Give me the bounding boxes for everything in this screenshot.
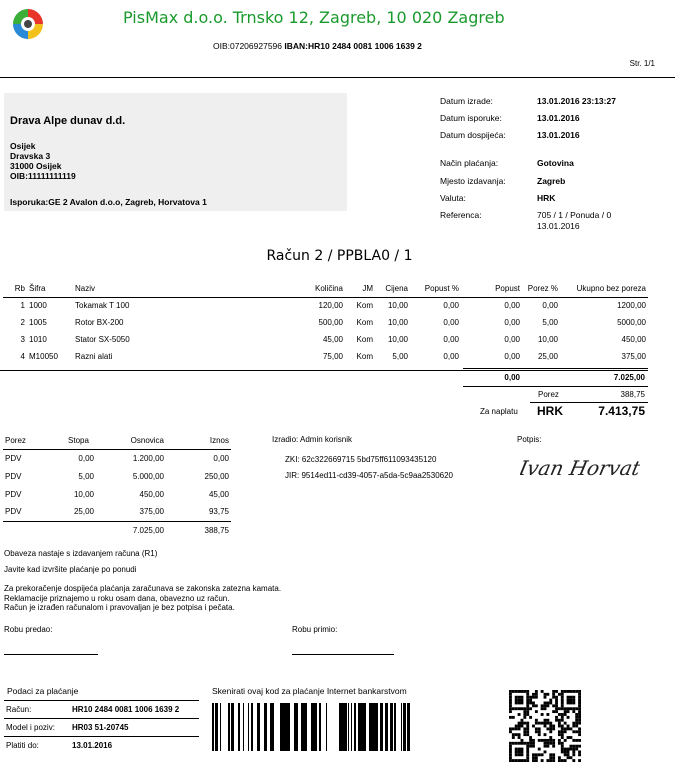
column-header: Porez xyxy=(3,433,61,449)
meta-label: Mjesto izdavanja: xyxy=(440,176,506,186)
cell-tax-pct: 10,00 xyxy=(537,335,558,344)
table-row xyxy=(3,297,648,314)
table-row xyxy=(3,348,648,365)
cell-price: 10,00 xyxy=(387,318,408,327)
meta-value: 13.01.2016 xyxy=(537,113,580,123)
cell-base: 1.200,00 xyxy=(132,453,164,463)
payment-value: HR10 2484 0081 1006 1639 2 xyxy=(70,701,199,719)
meta-label: Referenca: xyxy=(440,210,482,220)
tax-label: Porez xyxy=(538,390,559,399)
table-row xyxy=(3,503,231,521)
qr-code-icon xyxy=(509,690,581,764)
items-divider xyxy=(0,370,648,371)
column-header: Iznos xyxy=(166,433,231,449)
cell-rate: 25,00 xyxy=(73,507,94,517)
meta-label: Datum isporuke: xyxy=(440,113,502,123)
cell-code: M10050 xyxy=(29,352,58,361)
cell-tax-pct: 5,00 xyxy=(542,318,558,327)
cell-tax-pct: 0,00 xyxy=(542,301,558,311)
cell-total: 450,00 xyxy=(621,335,646,344)
page-number: Str. 1/1 xyxy=(629,59,655,68)
meta-value: Zagreb xyxy=(537,176,566,186)
note-payment: Javite kad izvršite plaćanje po ponudi xyxy=(4,565,137,574)
cell-rb: 2 xyxy=(20,318,25,327)
items-header-row xyxy=(3,280,648,297)
cell-unit: Kom xyxy=(356,352,373,361)
cell-discount-pct: 0,00 xyxy=(443,318,459,327)
cell-tax: PDV xyxy=(5,489,22,499)
meta-label: Valuta: xyxy=(440,193,466,203)
cell-amount: 93,75 xyxy=(208,507,229,517)
cell-base: 450,00 xyxy=(139,489,164,499)
items-table xyxy=(3,280,648,365)
tax-value: 388,75 xyxy=(620,390,645,399)
payment-value: HR03 51-20745 xyxy=(70,719,199,737)
cell-code: 1010 xyxy=(29,335,47,344)
cell-discount-pct: 0,00 xyxy=(443,335,459,344)
cell-qty: 75,00 xyxy=(322,352,343,361)
column-header: Rb xyxy=(3,280,27,297)
cell-amount: 0,00 xyxy=(213,453,229,463)
payment-row xyxy=(4,719,199,737)
cell-rb: 4 xyxy=(20,352,25,361)
cell-rb: 3 xyxy=(20,335,25,344)
company-logo-icon xyxy=(10,6,46,42)
cell-empty xyxy=(3,521,61,539)
meta-value: 13.01.2016 xyxy=(537,130,580,140)
column-header: Popust xyxy=(461,280,522,297)
column-header: Cijena xyxy=(375,280,410,297)
cell-rate: 10,00 xyxy=(73,489,94,499)
signature-label: Potpis: xyxy=(517,435,542,444)
issued-by: Izradio: Admin korisnik xyxy=(272,435,353,444)
jir-code: JIR: 9514ed11-cd39-4057-a5da-5c9aa2530620 xyxy=(285,471,453,480)
meta-label: Datum izrade: xyxy=(440,96,493,106)
payment-label: Račun: xyxy=(4,701,70,719)
payment-label: Model i poziv: xyxy=(4,719,70,737)
company-oib-iban: OIB:07206927596 IBAN:HR10 2484 0081 1006 1639 2 xyxy=(213,41,422,51)
cell-code: 1000 xyxy=(29,301,47,311)
cell-unit: Kom xyxy=(356,301,373,311)
column-header: Količina xyxy=(301,280,345,297)
cell-discount-pct: 0,00 xyxy=(443,352,459,361)
meta-value: Gotovina xyxy=(537,158,574,168)
cell-total: 375,00 xyxy=(621,352,646,361)
company-name-address: PisMax d.o.o. Trnsko 12, Zagreb, 10 020 Zagreb xyxy=(123,8,505,27)
signature-image xyxy=(520,447,640,489)
table-row xyxy=(3,485,231,503)
table-row xyxy=(3,331,648,348)
cell-base: 375,00 xyxy=(139,507,164,517)
tax-summary-table xyxy=(3,433,231,539)
cell-discount: 0,00 xyxy=(504,318,520,327)
cell-tax: PDV xyxy=(5,453,22,463)
total-base: 7.025,00 xyxy=(96,521,166,539)
table-row xyxy=(3,467,231,485)
payment-row xyxy=(4,737,199,755)
goods-received-label: Robu primio: xyxy=(292,625,338,634)
column-header: JM xyxy=(345,280,375,297)
column-header: Stopa xyxy=(61,433,96,449)
cell-rb: 1 xyxy=(20,301,25,311)
cell-price: 5,00 xyxy=(392,352,408,361)
sum-total: 7.025,00 xyxy=(613,373,645,382)
cell-qty: 500,00 xyxy=(318,318,343,327)
cell-discount: 0,00 xyxy=(504,335,520,344)
scan-instruction: Skenirati ovaj kod za plaćanje Internet bankarstvom xyxy=(212,686,407,696)
delivery-address: Isporuka:GE 2 Avalon d.o.o, Zagreb, Horvatova 1 xyxy=(10,197,207,207)
table-row xyxy=(3,449,231,467)
cell-price: 10,00 xyxy=(387,335,408,344)
cell-discount: 0,00 xyxy=(504,301,520,311)
payment-row xyxy=(4,701,199,719)
cell-name: Stator SX-5050 xyxy=(75,335,130,344)
totals-line xyxy=(530,402,648,403)
payment-value: 13.01.2016 xyxy=(70,737,199,755)
pay-amount: 7.413,75 xyxy=(598,404,645,418)
cell-base: 5.000,00 xyxy=(132,471,164,481)
meta-label: Način plaćanja: xyxy=(440,158,499,168)
cell-discount-pct: 0,00 xyxy=(443,301,459,311)
payment-title: Podaci za plaćanje xyxy=(7,686,79,696)
cell-empty xyxy=(61,521,96,539)
meta-label: Datum dospijeća: xyxy=(440,130,506,140)
total-tax: 388,75 xyxy=(166,521,231,539)
cell-name: Rotor BX-200 xyxy=(75,318,124,327)
buyer-address: Osijek Dravska 3 31000 Osijek OIB:11111111119 xyxy=(10,141,76,181)
cell-rate: 5,00 xyxy=(78,471,94,481)
goods-received-line xyxy=(292,654,394,655)
column-header: Popust % xyxy=(410,280,461,297)
column-header: Ukupno bez poreza xyxy=(560,280,648,297)
column-header: Naziv xyxy=(73,280,301,297)
table-row xyxy=(3,314,648,331)
cell-rate: 0,00 xyxy=(78,453,94,463)
cell-total: 1200,00 xyxy=(617,301,646,311)
pay-label: Za naplatu xyxy=(480,407,518,416)
zki-code: ZKI: 62c322669715 5bd75ff611093435120 xyxy=(285,455,437,464)
sum-discount: 0,00 xyxy=(504,373,520,382)
goods-handed-line xyxy=(4,654,98,655)
svg-text:Ivan Horvat: Ivan Horvat xyxy=(520,456,640,480)
totals-top-line xyxy=(463,368,648,369)
tax-header-row xyxy=(3,433,231,449)
cell-tax: PDV xyxy=(5,507,22,517)
totals-line xyxy=(463,386,648,387)
pay-currency: HRK xyxy=(537,404,563,418)
meta-value: HRK xyxy=(537,193,556,203)
legal-notes: Za prekoračenje dospijeća plaćanja zaračunava se zakonska zatezna kamata. Reklamacije priznajemo u roku osam dana, obavezno uz račun. Račun je izrađen računalom i pravovaljan je bez potpisa i pečata. xyxy=(4,584,282,612)
meta-value: 705 / 1 / Ponuda / 0 13.01.2016 xyxy=(537,210,612,231)
cell-name: Razni alati xyxy=(75,352,113,361)
meta-value: 13.01.2016 23:13:27 xyxy=(537,96,616,106)
cell-price: 10,00 xyxy=(387,301,408,311)
pdf417-barcode-icon xyxy=(212,703,410,753)
column-header: Šifra xyxy=(27,280,73,297)
cell-tax-pct: 25,00 xyxy=(537,352,558,361)
column-header: Porez % xyxy=(522,280,560,297)
cell-qty: 45,00 xyxy=(322,335,343,344)
fiscal-codes xyxy=(285,452,453,484)
cell-amount: 250,00 xyxy=(204,471,229,481)
cell-unit: Kom xyxy=(356,318,373,327)
payment-label: Platiti do: xyxy=(4,737,70,755)
invoice-title: Račun 2 / PPBLA0 / 1 xyxy=(266,248,413,264)
cell-name: Tokamak T 100 xyxy=(75,301,130,311)
buyer-name: Drava Alpe dunav d.d. xyxy=(10,115,126,127)
note-obligation: Obaveza nastaje s izdavanjem računa (R1) xyxy=(4,549,158,558)
cell-code: 1005 xyxy=(29,318,47,327)
goods-handed-label: Robu predao: xyxy=(4,625,53,634)
cell-tax: PDV xyxy=(5,471,22,481)
cell-unit: Kom xyxy=(356,335,373,344)
cell-qty: 120,00 xyxy=(318,301,343,311)
cell-amount: 45,00 xyxy=(208,489,229,499)
column-header: Osnovica xyxy=(96,433,166,449)
header-divider xyxy=(0,77,675,78)
cell-discount: 0,00 xyxy=(504,352,520,361)
tax-total-row xyxy=(3,521,231,539)
payment-table xyxy=(4,700,199,755)
cell-total: 5000,00 xyxy=(617,318,646,327)
